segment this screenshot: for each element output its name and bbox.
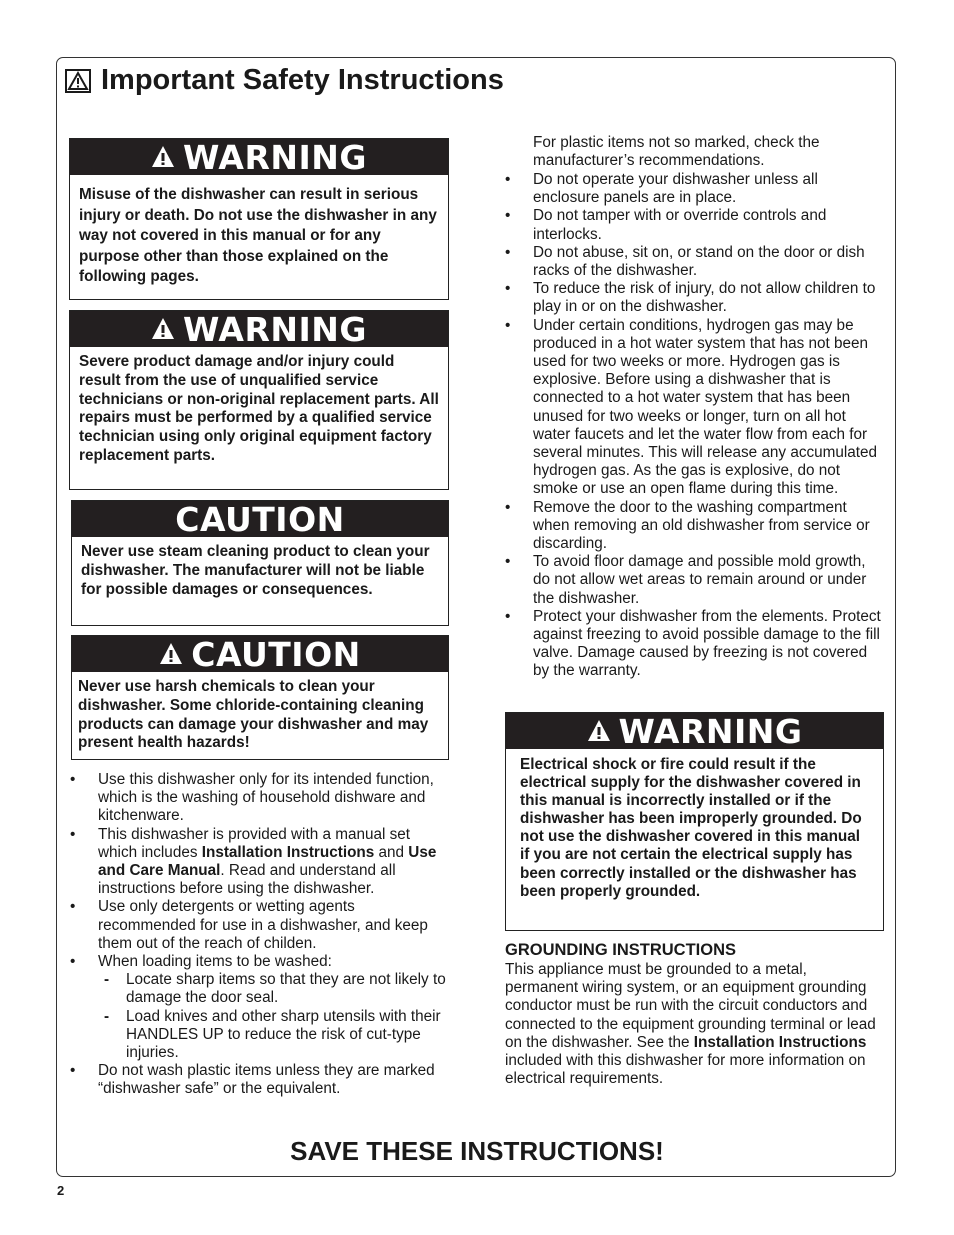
caution-text: Never use steam cleaning product to clean your dishwasher. The manufacturer will not be liable for possible damages or consequences.: [81, 543, 430, 598]
list-item: • To avoid floor damage and possible mold growth, do not allow wet areas to remain around or under the dishwasher.: [505, 553, 883, 608]
page-header: [65, 64, 504, 97]
warning-label: WARNING: [183, 309, 367, 349]
sub-list: [98, 971, 450, 1062]
safety-alert-symbol-icon: [151, 317, 175, 341]
list-item: [70, 826, 450, 899]
warning-text: Electrical shock or fire could result if the electrical supply for the dishwasher covered in this manual is incorrectly installed or if the dishwasher has been improperly grounded. Do not use the dishwasher covered in this manual if you are not certain the electrical supply has been correctly installed or the dishwasher has been properly grounded.: [520, 756, 862, 900]
list-item: • Protect your dishwasher from the elements. Protect against freezing to avoid possible damage to the fill valve. Damage caused by freezing is not covered by the warranty.: [505, 608, 883, 681]
save-instructions-heading: SAVE THESE INSTRUCTIONS!: [290, 1136, 664, 1166]
plastic-items-continuation: For plastic items not so marked, check the manufacturer’s recommendations.: [533, 134, 820, 170]
list-item: • Remove the door to the washing compartment when removing an old dishwasher from service or discarding.: [505, 499, 883, 554]
grounding-text-part: included with this dishwasher for more information on electrical requirements.: [505, 1052, 866, 1088]
page-title: Important Safety Instructions: [101, 64, 504, 96]
caution-text: Never use harsh chemicals to clean your dishwasher. Some chloride-containing cleaning products can damage your dishwasher and may present health hazards!: [78, 678, 429, 752]
warning-text: Severe product damage and/or injury could result from the use of unqualified service technicians or non-original replacement parts. All repairs must be performed by a qualified service technician using only original equipment factory replacement parts.: [79, 353, 439, 464]
list-item: • To reduce the risk of injury, do not allow children to play in or on the dishwasher.: [505, 280, 883, 316]
list-item-text: This dishwasher is provided with a manual set which includes: [98, 825, 411, 861]
list-item: • Use this dishwasher only for its intended function, which is the washing of household dishware and kitchenware.: [70, 771, 450, 826]
caution-label: CAUTION: [191, 634, 361, 674]
list-item-text: . Read and understand all instructions before using the dishwasher.: [98, 862, 396, 898]
list-item: • Do not wash plastic items unless they are marked “dishwasher safe” or the equivalent.: [70, 1062, 450, 1098]
safety-alert-symbol-icon: [159, 642, 183, 666]
left-safety-list: [70, 771, 450, 1099]
warning-box-misuse: [69, 138, 449, 300]
sub-list-item: - Load knives and other sharp utensils with their HANDLES UP to reduce the risk of cut-type injuries.: [98, 1008, 450, 1063]
list-item: • Do not operate your dishwasher unless all enclosure panels are in place.: [505, 171, 883, 207]
caution-box-steam: [71, 500, 449, 626]
warning-box-electrical: [505, 712, 884, 931]
safety-alert-symbol-icon: [587, 719, 611, 743]
grounding-text-bold: Installation Instructions: [693, 1033, 867, 1051]
list-item-bold: Use and Care Manual: [98, 843, 437, 880]
caution-banner: [72, 636, 448, 672]
caution-label: CAUTION: [175, 499, 345, 539]
warning-triangle-icon: [65, 69, 91, 93]
list-item: • Under certain conditions, hydrogen gas may be produced in a hot water system that has not been used for two weeks or more. Hydrogen gas is explosive. Before using a dishwasher that is connected to a hot water system that has been unused for two weeks or longer, turn on all hot water faucets and let the water flow from each for several minutes. This will release any accumulated hydrogen gas. As the gas is explosive, do not smoke or use an open flame during this time.: [505, 317, 883, 499]
list-item: • Do not tamper with or override controls and interlocks.: [505, 207, 883, 243]
list-item-bold: Installation Instructions: [201, 843, 375, 861]
grounding-title: GROUNDING INSTRUCTIONS: [505, 941, 736, 959]
list-item-text: and: [374, 843, 409, 861]
warning-banner: [70, 311, 448, 347]
right-safety-list: [505, 171, 883, 681]
safety-alert-symbol-icon: [151, 145, 175, 169]
list-item: • Use only detergents or wetting agents recommended for use in a dishwasher, and keep them out of the reach of childen.: [70, 898, 450, 953]
warning-label: WARNING: [183, 137, 367, 177]
page-number: 2: [57, 1183, 65, 1198]
warning-banner: [506, 713, 883, 749]
list-item-text: When loading items to be washed:: [98, 953, 332, 971]
warning-label: WARNING: [618, 711, 803, 751]
caution-banner: [72, 501, 448, 537]
warning-text: Misuse of the dishwasher can result in serious injury or death. Do not use the dishwasher in any way not covered in this manual or for any purpose other than those explained on the following pages.: [79, 186, 437, 285]
grounding-text: [505, 961, 883, 1088]
grounding-text-part: This appliance must be grounded to a metal, permanent wiring system, or an equipment grounding conductor must be run with the circuit conductors and connected to the equipment grounding terminal or lead on the dishwasher. See the: [505, 961, 876, 1051]
warning-box-repairs: [69, 310, 449, 490]
list-item: [70, 953, 450, 1062]
sub-list-item: - Locate sharp items so that they are not likely to damage the door seal.: [98, 971, 450, 1007]
warning-banner: [70, 139, 448, 175]
caution-box-chemicals: [71, 635, 449, 760]
list-item: • Do not abuse, sit on, or stand on the door or dish racks of the dishwasher.: [505, 244, 883, 280]
